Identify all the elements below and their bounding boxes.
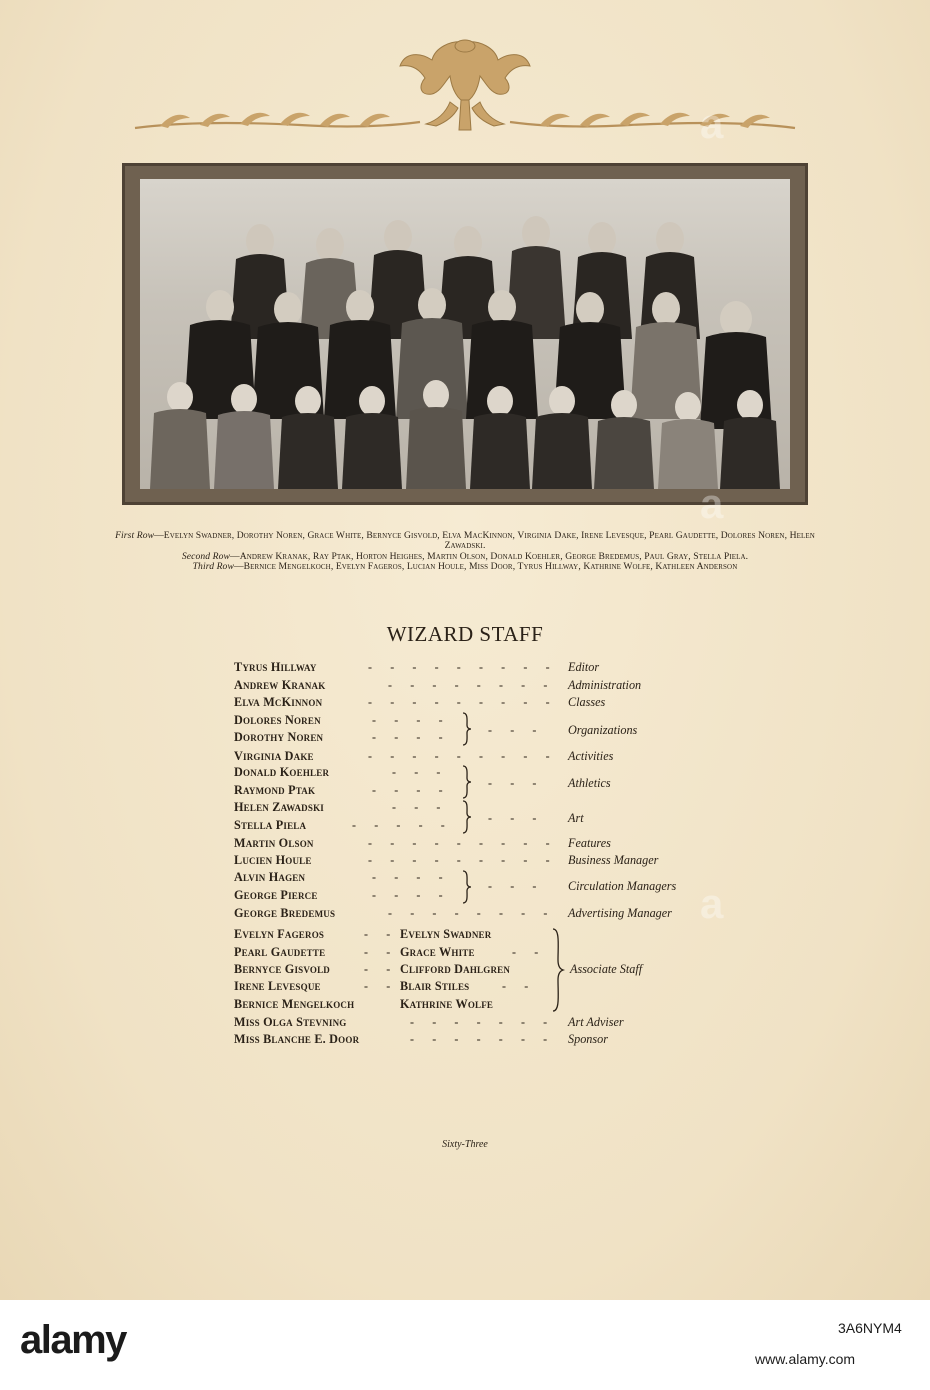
- staff-name: Alvin Hagen: [234, 870, 306, 884]
- leader-dashes: - - - - - - - - -: [368, 695, 558, 709]
- associate-name: Evelyn Fageros: [234, 927, 325, 941]
- staff-role: Editor: [568, 660, 600, 674]
- associate-name: Clifford Dahlgren: [400, 962, 511, 976]
- staff-role: Organizations: [568, 723, 638, 737]
- leader-dashes: - - -: [392, 765, 448, 779]
- staff-name: Donald Koehler: [234, 765, 330, 779]
- staff-name: Martin Olson: [234, 836, 314, 850]
- leader-dashes: - - - - - - - - -: [368, 749, 558, 763]
- leader-dashes: - - - - - - -: [410, 1032, 555, 1046]
- staff-name: Miss Blanche E. Door: [234, 1032, 360, 1046]
- staff-role: Art Adviser: [568, 1015, 624, 1029]
- staff-name: George Bredemus: [234, 906, 336, 920]
- first-row-label: First Row: [115, 530, 155, 541]
- associate-name: Bernice Mengelkoch: [234, 997, 355, 1011]
- associate-name: Irene Levesque: [234, 979, 321, 993]
- leader-dashes: - - - - -: [352, 818, 453, 832]
- staff-role: Classes: [568, 695, 606, 709]
- leader-dashes: - -: [364, 979, 398, 993]
- image-id: 3A6NYM4: [838, 1320, 902, 1336]
- associate-name: Pearl Gaudette: [234, 945, 326, 959]
- staff-name: Lucien Houle: [234, 853, 312, 867]
- leader-dashes: - - -: [392, 800, 448, 814]
- right-brace-icon: [460, 800, 474, 834]
- third-row-label: Third Row: [192, 561, 234, 573]
- leader-dashes: - - - -: [372, 730, 451, 744]
- staff-role: Athletics: [568, 776, 611, 790]
- right-brace-icon: [460, 870, 474, 904]
- staff-name: Elva McKinnon: [234, 695, 323, 709]
- leader-dashes: - - - - - - - - -: [368, 836, 558, 850]
- right-brace-icon: [550, 928, 566, 1012]
- third-row-names: —Bernice Mengelkoch, Evelyn Fageros, Lucian Houle, Miss Door, Tyrus Hillway, Kathrine Wolfe, Kathleen Anderson: [233, 561, 738, 573]
- staff-name: Tyrus Hillway: [234, 660, 317, 674]
- staff-role: Associate Staff: [570, 962, 643, 976]
- leader-dashes: - - - - - - -: [410, 1015, 555, 1029]
- right-brace-icon: [460, 712, 474, 746]
- staff-name: Dolores Noren: [234, 713, 321, 727]
- stock-url: www.alamy.com: [755, 1351, 856, 1367]
- associate-name: Grace White: [400, 945, 475, 959]
- staff-name: Helen Zawadski: [234, 800, 324, 814]
- first-row-names: —Evelyn Swadner, Dorothy Noren, Grace White, Bernyce Gisvold, Elva MacKinnon, Virginia Dake, Irene Levesque, Pearl Gaudette, Dolores Noren, Helen Zawadski.: [154, 530, 815, 552]
- staff-name: Raymond Ptak: [234, 783, 316, 797]
- leader-dashes: - -: [502, 979, 536, 993]
- group-dashes: - - -: [488, 879, 544, 893]
- second-row-names: —Andrew Kranak, Ray Ptak, Horton Heighes, Martin Olson, Donald Koehler, George Bredemus, Paul Gray, Stella Piela.: [230, 550, 749, 562]
- alamy-watermark-logo: a: [700, 880, 723, 927]
- associate-name: Blair Stiles: [400, 979, 470, 993]
- staff-role: Advertising Manager: [568, 906, 672, 920]
- staff-name: George Pierce: [234, 888, 318, 902]
- staff-role: Administration: [568, 678, 642, 692]
- alamy-watermark-logo: a: [700, 480, 723, 527]
- staff-name: Stella Piela: [234, 818, 307, 832]
- stock-footer: [0, 1300, 930, 1390]
- associate-name: Kathrine Wolfe: [400, 997, 494, 1011]
- leader-dashes: - - - - - - - - -: [368, 660, 558, 674]
- staff-role: Activities: [568, 749, 614, 763]
- leader-dashes: - -: [512, 945, 546, 959]
- group-dashes: - - -: [488, 776, 544, 790]
- page-number: Sixty-Three: [442, 1139, 488, 1150]
- leader-dashes: - -: [364, 962, 398, 976]
- associate-name: Evelyn Swadner: [400, 927, 492, 941]
- leader-dashes: - - - -: [372, 870, 451, 884]
- group-dashes: - - -: [488, 723, 544, 737]
- leader-dashes: - -: [364, 927, 398, 941]
- staff-name: Dorothy Noren: [234, 730, 324, 744]
- leader-dashes: - - - -: [372, 888, 451, 902]
- group-dashes: - - -: [488, 811, 544, 825]
- leader-dashes: - -: [364, 945, 398, 959]
- staff-role: Business Manager: [568, 853, 659, 867]
- staff-role: Art: [568, 811, 584, 825]
- alamy-watermark-logo: a: [700, 100, 723, 147]
- alamy-logo: alamy: [20, 1318, 126, 1362]
- staff-name: Miss Olga Stevning: [234, 1015, 347, 1029]
- leader-dashes: - - - -: [372, 783, 451, 797]
- staff-role: Circulation Managers: [568, 879, 677, 893]
- leader-dashes: - - - -: [372, 713, 451, 727]
- second-row-label: Second Row: [181, 550, 231, 562]
- staff-role: Sponsor: [568, 1032, 608, 1046]
- associate-name: Bernyce Gisvold: [234, 962, 330, 976]
- staff-name: Andrew Kranak: [234, 678, 326, 692]
- leader-dashes: - - - - - - - - -: [368, 853, 558, 867]
- page-title: WIZARD STAFF: [386, 622, 544, 646]
- staff-name: Virginia Dake: [234, 749, 314, 763]
- leader-dashes: - - - - - - - -: [388, 906, 555, 920]
- leader-dashes: - - - - - - - -: [388, 678, 555, 692]
- staff-role: Features: [568, 836, 611, 850]
- right-brace-icon: [460, 765, 474, 799]
